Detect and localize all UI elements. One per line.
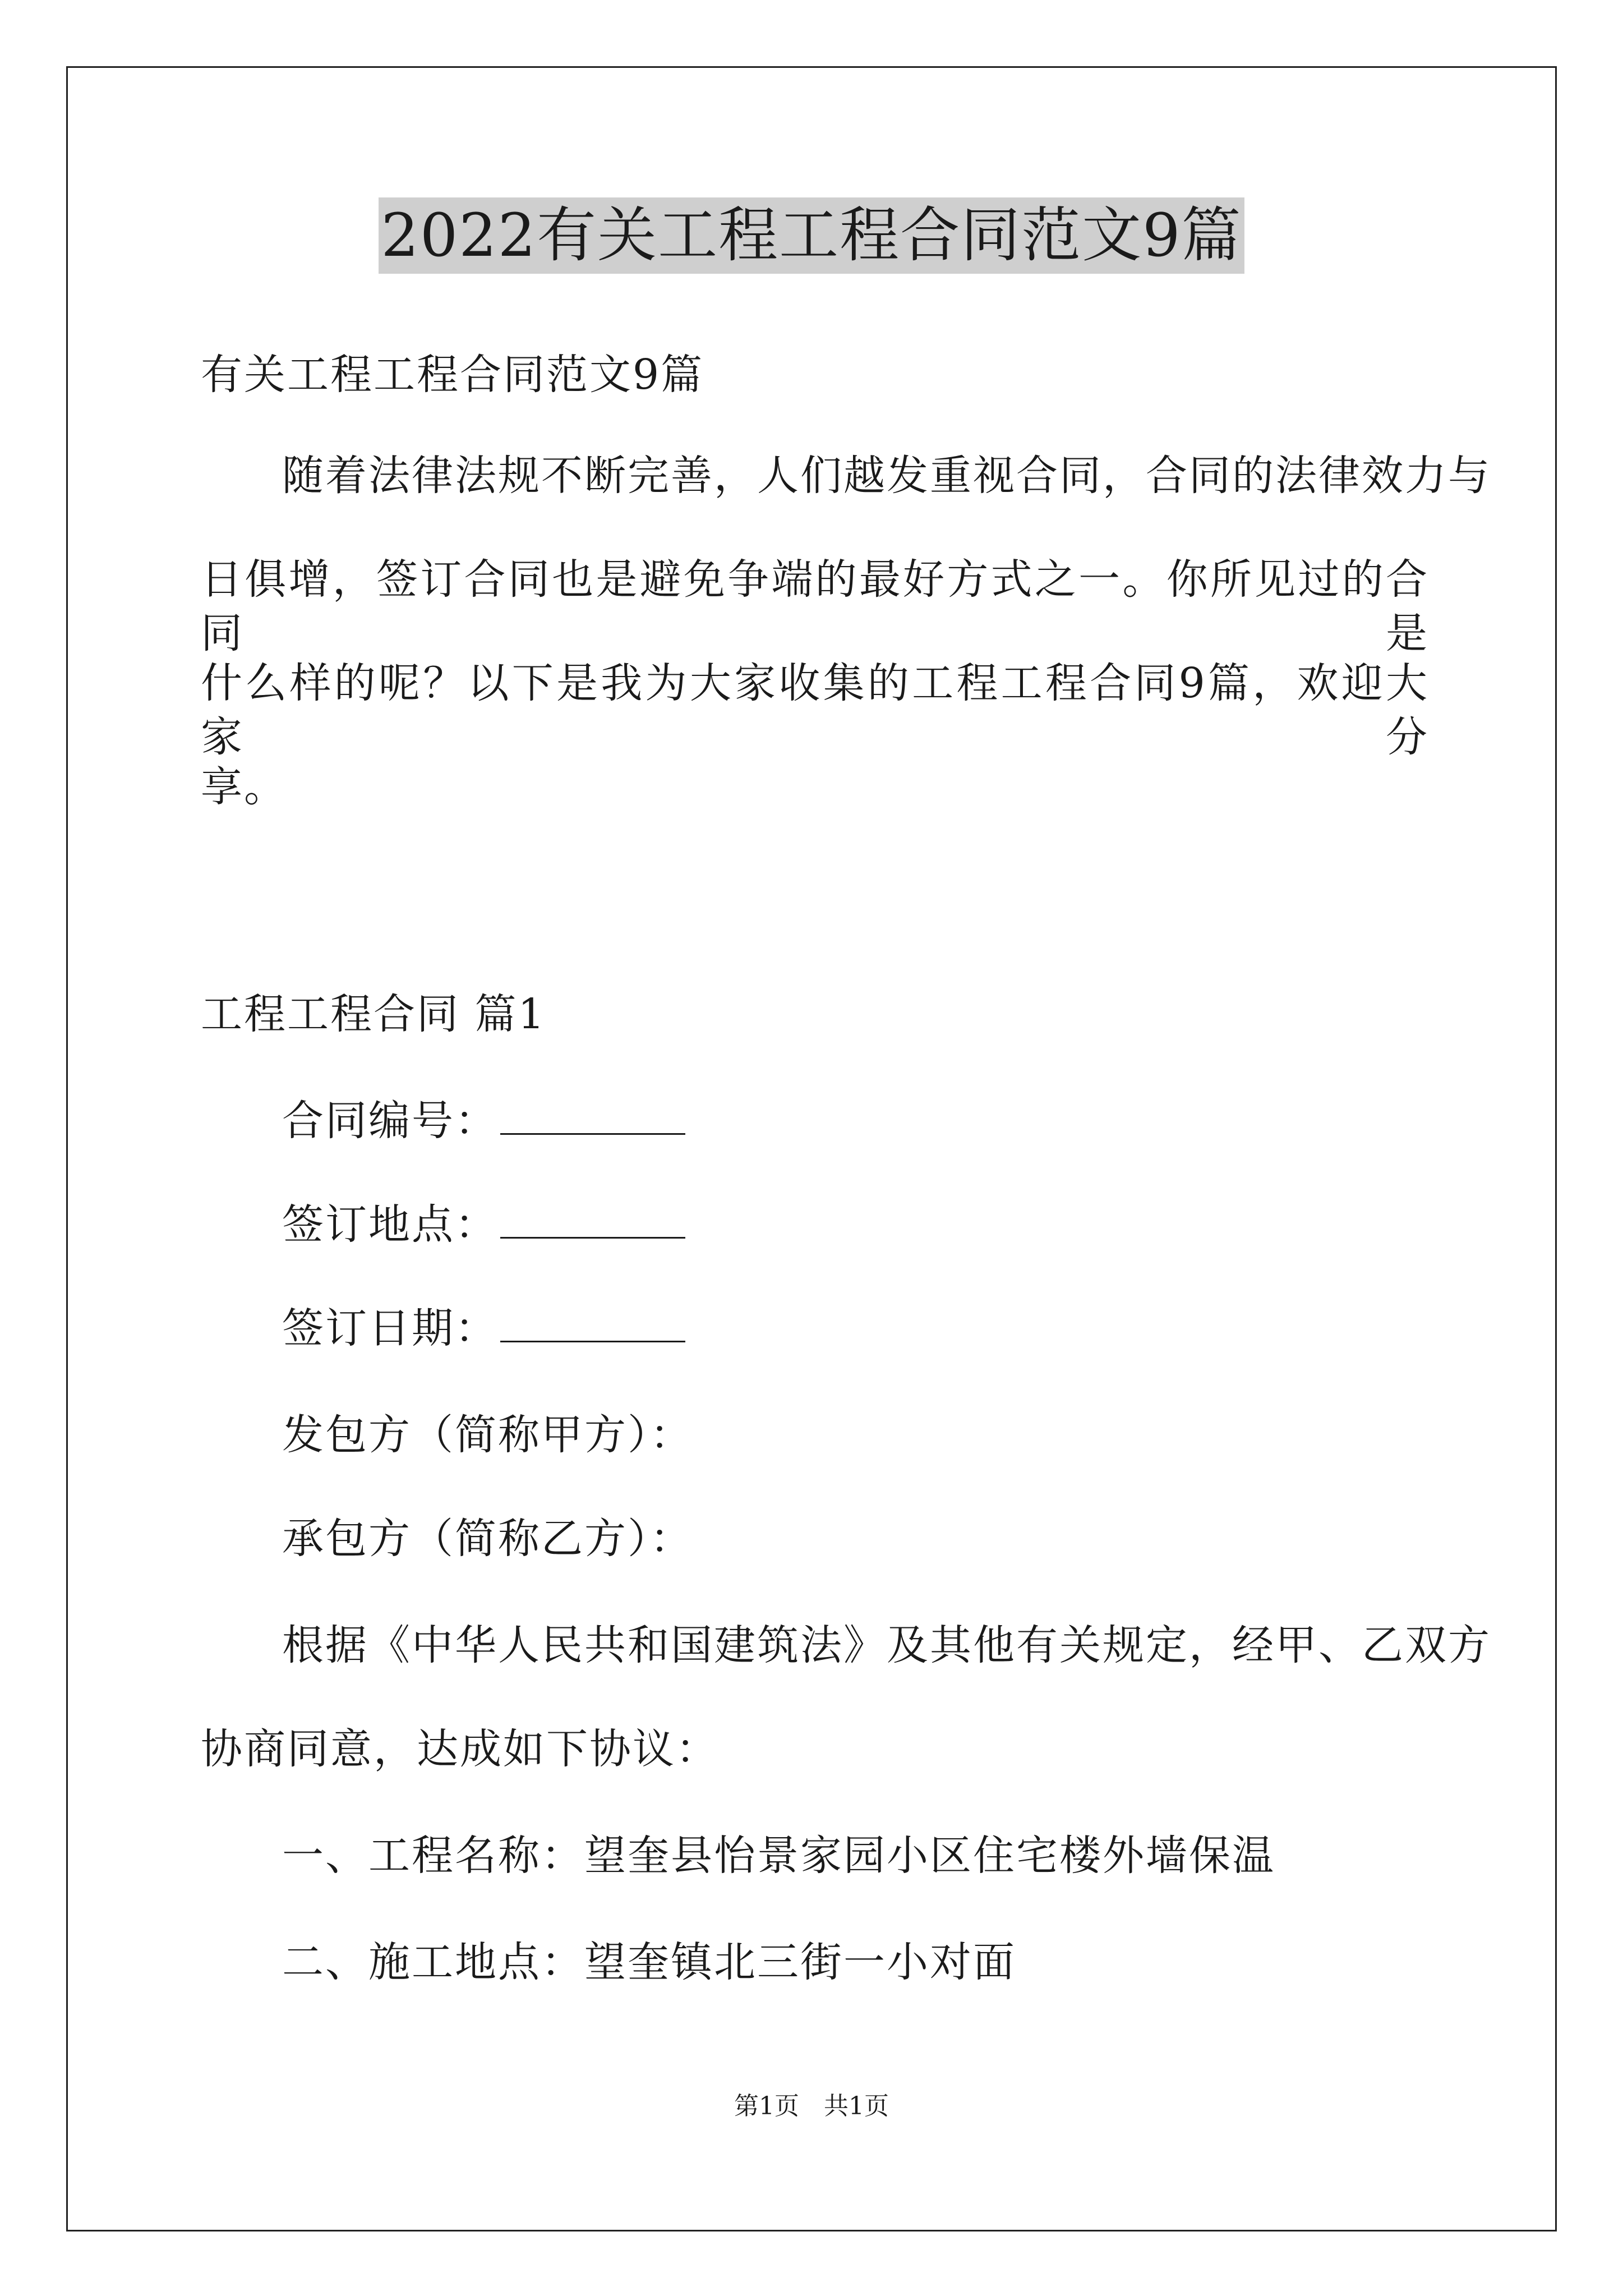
- intro-line-2: 日俱增，签订合同也是避免争端的最好方式之一。你所见过的合同是: [201, 555, 1429, 657]
- party-b-line: 承包方（简称乙方）：: [282, 1515, 693, 1563]
- party-a-line: 发包方（简称甲方）：: [282, 1411, 693, 1459]
- sign-date-row: [282, 1301, 685, 1355]
- contract-number-blank: [500, 1094, 685, 1135]
- section-heading: 工程工程合同 篇1: [201, 990, 546, 1038]
- document-subtitle: 有关工程工程合同范文9篇: [201, 351, 704, 399]
- sign-place-label: 签订地点：: [282, 1200, 498, 1249]
- sign-date-label: 签订日期：: [282, 1304, 498, 1352]
- intro-line-1: 随着法律法规不断完善，人们越发重视合同，合同的法律效力与: [282, 452, 1491, 500]
- intro-line-4: 享。: [201, 763, 287, 811]
- contract-number-row: [282, 1094, 685, 1148]
- basis-line-1: 根据《中华人民共和国建筑法》及其他有关规定，经甲、乙双方: [282, 1621, 1491, 1669]
- basis-line-2: 协商同意，达成如下协议：: [201, 1725, 719, 1773]
- page-footer: 第1页 共1页: [734, 2092, 889, 2120]
- intro-line-3: 什么样的呢？以下是我为大家收集的工程工程合同9篇，欢迎大家分: [201, 659, 1429, 761]
- contract-number-label: 合同编号：: [282, 1097, 498, 1145]
- sign-place-blank: [500, 1198, 685, 1239]
- sign-date-blank: [500, 1301, 685, 1342]
- sign-place-row: [282, 1198, 685, 1251]
- item-construction-site: 二、施工地点：望奎镇北三街一小对面: [282, 1938, 1016, 1986]
- document-title: 2022有关工程工程合同范文9篇: [379, 197, 1244, 274]
- item-project-name: 一、工程名称：望奎县怡景家园小区住宅楼外墙保温: [282, 1832, 1275, 1880]
